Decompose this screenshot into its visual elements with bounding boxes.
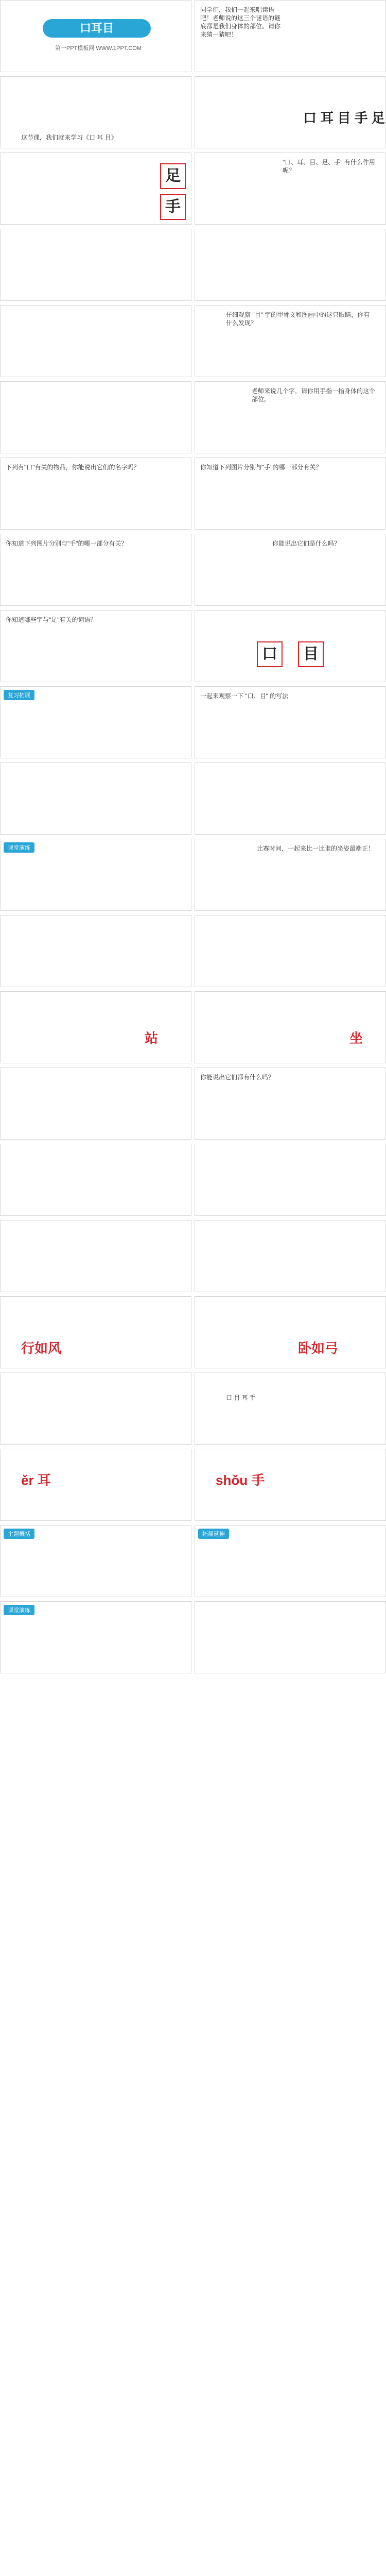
- slide-42: [0, 1601, 191, 1673]
- slide-39: [195, 1449, 386, 1521]
- slide-29-text: 你能说出它们都有什么吗？: [200, 1074, 275, 1081]
- slide-13-text: 你知道下列图片分别与"手"的哪一部分有关？: [200, 464, 322, 471]
- slide-7: [195, 229, 386, 301]
- mu-box: 目: [298, 641, 324, 667]
- slide-32: [0, 1220, 191, 1292]
- kou-box: 口: [257, 641, 283, 667]
- slide-26: [0, 991, 191, 1063]
- slide-27: [195, 991, 386, 1063]
- slide-9: [195, 305, 386, 377]
- slide-29: [195, 1067, 386, 1140]
- slide-33: [195, 1220, 386, 1292]
- site-url: 第一PPT模板网 WWW.1PPT.COM: [55, 45, 142, 52]
- slide-37: [195, 1372, 386, 1445]
- slide-9-text: 仔细观察 "目" 字的甲骨文和图画中的这只眼睛，你有什么发现？: [226, 311, 370, 327]
- wo-text: 卧如弓: [298, 1341, 339, 1356]
- slide-28: [0, 1067, 191, 1140]
- zuo-char: 坐: [349, 1030, 363, 1046]
- slide-17: [195, 610, 386, 682]
- xing-text: 行如风: [21, 1341, 62, 1356]
- slide-2: [0, 76, 191, 148]
- slide-41-header: 拓展延伸: [198, 1529, 229, 1539]
- slide-40: [0, 1525, 191, 1597]
- slide-18-header: 复习拓展: [4, 690, 34, 700]
- slide-14: [0, 534, 191, 606]
- slide-25: [195, 915, 386, 987]
- slide-22: [0, 839, 191, 911]
- shou-box: 手: [160, 194, 186, 220]
- slide-20: [0, 762, 191, 835]
- slide-36: [0, 1372, 191, 1445]
- slide-22-header: 课堂演练: [4, 842, 34, 853]
- slide-12: [0, 457, 191, 530]
- slide-37-text: 口 目 耳 手: [226, 1394, 256, 1401]
- er-pinyin: ěr 耳: [21, 1472, 51, 1488]
- slide-21: [195, 762, 386, 835]
- slide-1: [195, 0, 386, 72]
- slide-3-chars: 口 耳 目 手 足: [303, 110, 385, 126]
- slide-3: [195, 76, 386, 148]
- slide-1-text: 同学们，我们一起来唱读语吧！老师说的这三个谜语的谜底都是我们身体的部位。请你来猜一猜吧！: [200, 6, 281, 38]
- slide-43: [195, 1601, 386, 1673]
- slide-24: [0, 915, 191, 987]
- slide-2-text: 这节课，我们就来学习《口 耳 目》: [21, 134, 117, 141]
- slide-34: [0, 1296, 191, 1368]
- slide-16-text: 你知道哪些字与"足"有关的词语？: [6, 616, 97, 623]
- slide-35: [195, 1296, 386, 1368]
- slide-23-text: 比赛时间，一起来比一比谁的坐姿最端正！: [257, 845, 375, 852]
- slide-42-header: 课堂演练: [4, 1605, 34, 1615]
- zu-box: 足: [160, 163, 186, 189]
- slide-19: [195, 686, 386, 758]
- slide-31: [195, 1144, 386, 1216]
- slide-10: [0, 381, 191, 453]
- slide-15-text: 你能说出它们是什么吗？: [272, 540, 341, 547]
- slide-19-text: 一起来观察一下 "口、目" 的写法: [200, 692, 289, 700]
- slide-5-text: "口、耳、目、足、手" 有什么作用呢？: [283, 159, 375, 174]
- shou-pinyin: shǒu 手: [216, 1472, 265, 1488]
- slide-38: [0, 1449, 191, 1521]
- slide-8: [0, 305, 191, 377]
- zhan-char: 站: [145, 1030, 159, 1046]
- slide-16: [0, 610, 191, 682]
- slide-11: [195, 381, 386, 453]
- slide-13: [195, 457, 386, 530]
- slide-4: [0, 152, 191, 225]
- slide-23: [195, 839, 386, 911]
- slide-41: [195, 1525, 386, 1597]
- slide-18: [0, 686, 191, 758]
- slide-15: [195, 534, 386, 606]
- slide-5: [195, 152, 386, 225]
- slide-40-header: 主题概括: [4, 1529, 34, 1539]
- slide-12-text: 下列有"口"有关的物品，你能说出它们的名字吗？: [6, 464, 140, 471]
- slide-11-text: 老师来说几个字，请你用手指一指身体的这个部位。: [252, 387, 376, 403]
- title-slide: [0, 0, 191, 72]
- slide-14-text: 你知道下列图片分别与"手"的哪一部分有关？: [6, 540, 128, 547]
- slide-30: [0, 1144, 191, 1216]
- lesson-title: 口耳目: [43, 19, 151, 38]
- slide-6: [0, 229, 191, 301]
